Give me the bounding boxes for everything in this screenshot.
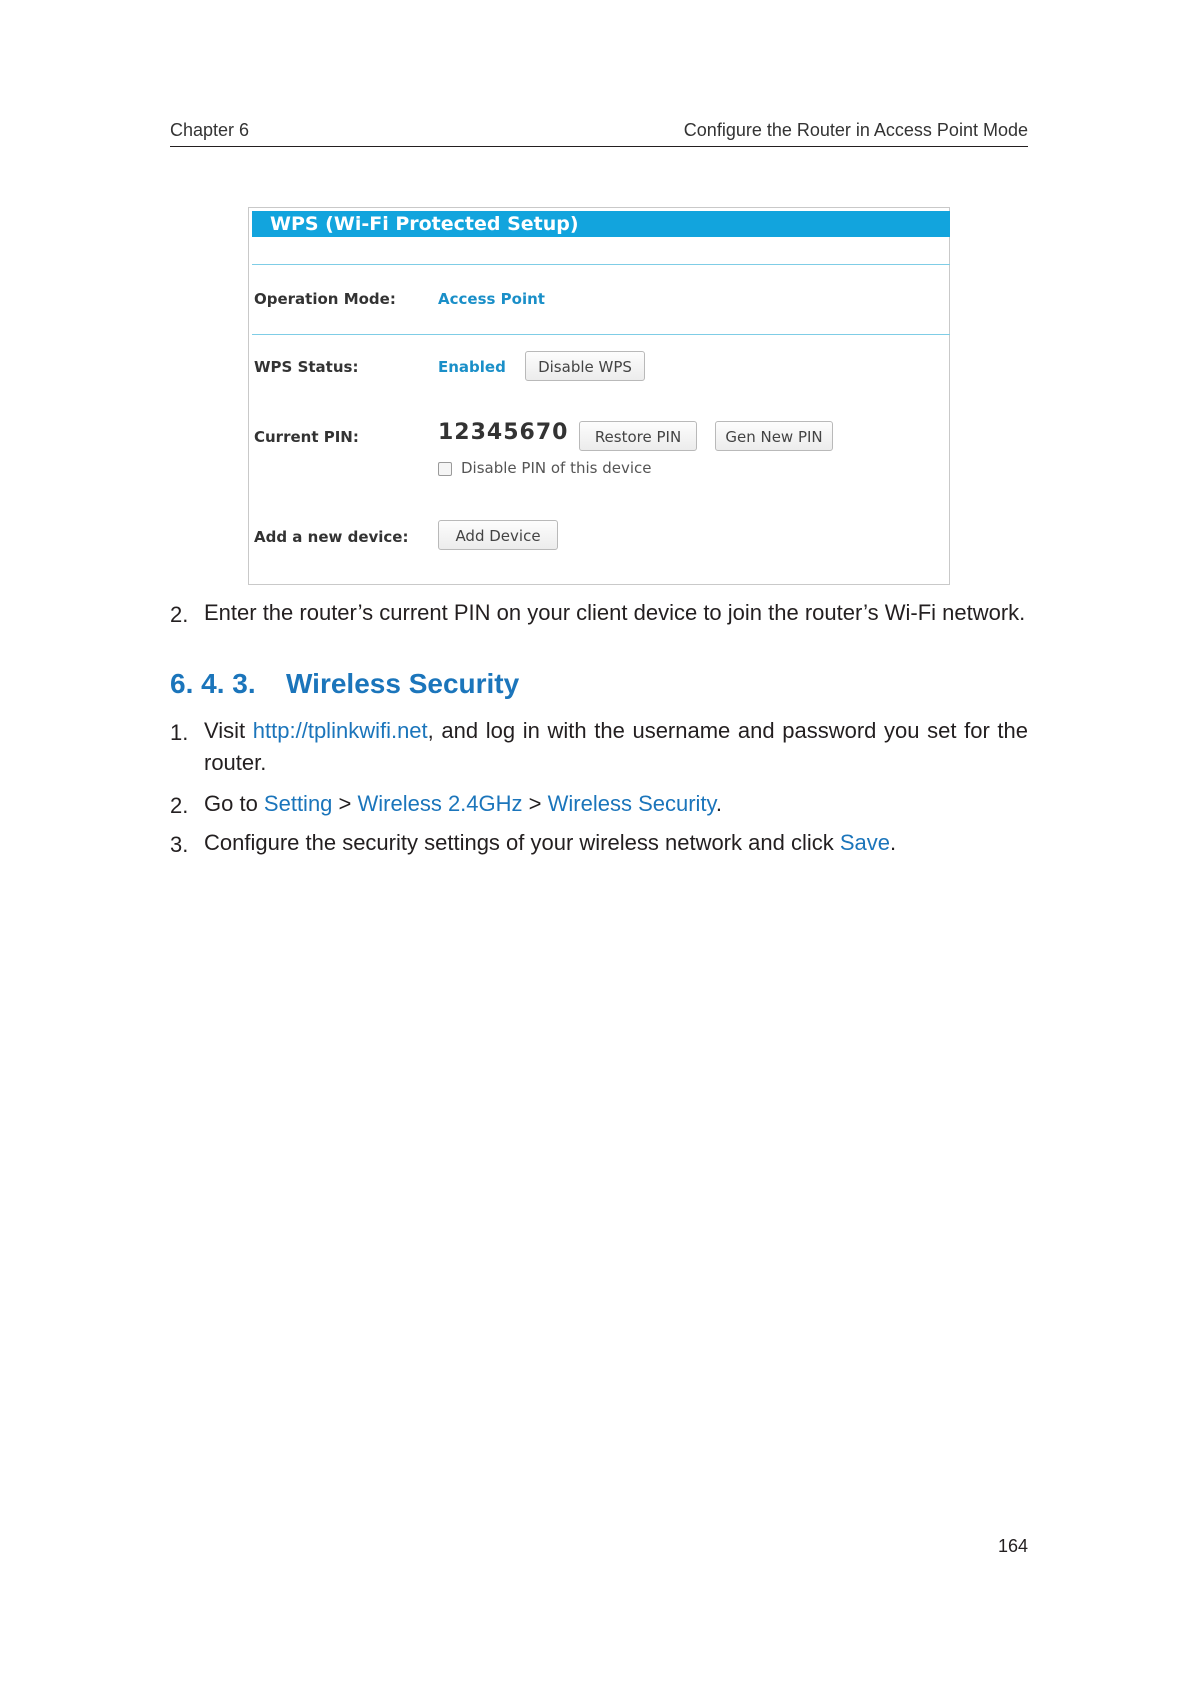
page-number: 164 [997, 1536, 1028, 1556]
step-number: 2. [170, 602, 189, 627]
step-text [204, 788, 1028, 820]
step-text-part: Visit [204, 718, 253, 743]
wps-screenshot [248, 207, 950, 585]
step-text [204, 827, 1028, 859]
wireless-security-link[interactable]: Wireless Security [547, 791, 716, 816]
setting-link[interactable]: Setting [263, 791, 333, 816]
gen-new-pin-button[interactable]: Gen New PIN [715, 421, 833, 451]
step-text-part: . [890, 830, 897, 855]
wps-status-label: WPS Status: [254, 358, 359, 376]
step-text-part: . [715, 791, 723, 816]
current-pin-label: Current PIN: [254, 428, 359, 446]
section-number: 6. 4. 3. [170, 668, 256, 699]
wireless-24ghz-link[interactable]: Wireless 2.4GHz [357, 791, 523, 816]
step-text-part: Configure the security settings of your wireless network and click [204, 830, 840, 855]
tplinkwifi-link[interactable]: http://tplinkwifi.net [252, 718, 428, 743]
separator: > [522, 791, 548, 816]
step-number: 1. [170, 720, 189, 745]
disable-pin-checkbox[interactable] [438, 462, 452, 476]
current-pin-value: 12345670 [438, 420, 569, 445]
disable-wps-button[interactable]: Disable WPS [525, 351, 645, 381]
step-text-part: , and log in with the username and password you set for the router. [204, 718, 1028, 775]
chapter-label: Chapter 6 [170, 120, 250, 140]
step-text-part: Go to [204, 791, 264, 816]
disable-pin-label: Disable PIN of this device [461, 459, 652, 477]
add-device-button[interactable]: Add Device [438, 520, 558, 550]
chapter-title: Configure the Router in Access Point Mode [683, 120, 1028, 140]
add-device-label: Add a new device: [254, 528, 409, 546]
page-header [170, 120, 1028, 147]
wps-title-bar: WPS (Wi-Fi Protected Setup) [252, 211, 950, 237]
separator: > [332, 791, 358, 816]
divider [252, 264, 950, 265]
restore-pin-button[interactable]: Restore PIN [579, 421, 697, 451]
operation-mode-label: Operation Mode: [254, 290, 396, 308]
divider [252, 334, 950, 335]
section-title: Wireless Security [286, 668, 520, 699]
wps-status-value: Enabled [438, 358, 506, 376]
step-number: 3. [170, 832, 189, 857]
step-text [204, 715, 1028, 779]
step-text: Enter the router’s current PIN on your client device to join the router’s Wi-Fi network. [204, 600, 1026, 625]
save-link[interactable]: Save [839, 830, 890, 855]
operation-mode-value: Access Point [438, 290, 545, 308]
step-number: 2. [170, 793, 189, 818]
